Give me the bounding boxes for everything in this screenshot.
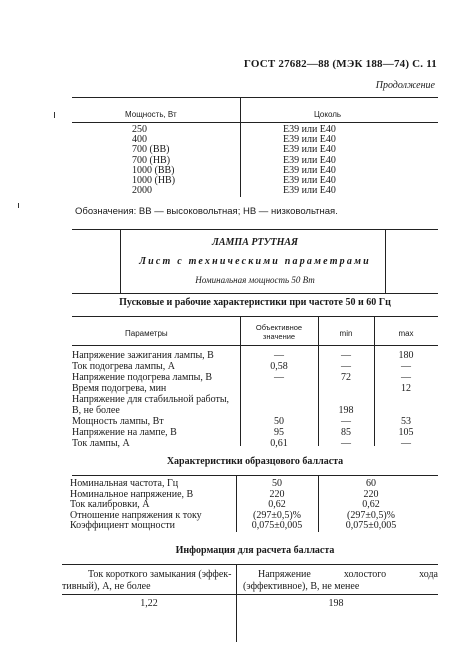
table2-param-cell: Напряжение зажигания лампы, В [72,350,214,361]
table4-heading: Информация для расчета балласта [175,545,335,556]
table2-col-objective-l1: Объективное [255,323,303,332]
box-title: ЛАМПА РТУТНАЯ [212,237,298,248]
table2-param-cell: Мощность лампы, Вт [72,416,164,427]
table2-max-cell: — [401,438,411,449]
table3-param-cell: Номинальная частота, Гц [70,478,179,489]
table2-objective-cell: — [274,372,284,383]
table2-min-cell: 198 [338,405,354,416]
table3-60hz-cell: 220 [363,488,379,500]
table3-heading: Характеристики образцового балласта [166,456,344,467]
table3-60hz-cell: 0,62 [362,499,380,511]
table3-60hz-cell: 0,075±0,005 [345,520,397,532]
table2-param-cell: Напряжение подогрева лампы, В [72,372,213,383]
page-header: ГОСТ 27682—88 (МЭК 188—74) С. 11 [243,58,437,70]
table3-param-cell: Коэффициент мощности [70,520,175,532]
table2-max-cell: — [401,372,411,383]
box-subtitle: Лист с техническими параметрами [139,256,371,267]
table3-60hz-cell: (297±0,5)% [347,509,395,521]
table1-col-power: Мощность, Вт [125,110,177,119]
table2-header-rule [72,345,438,346]
table2-param-cell: Напряжение для стабильной работы, [72,394,230,405]
table2-col-objective [240,323,318,341]
table2-min-cell: 85 [341,427,351,438]
table3-50hz-cell: 0,075±0,005 [251,520,303,532]
table2-top-rule [72,316,438,317]
table2-max-cell: — [401,361,411,372]
table2-objective-cell: — [274,350,284,361]
table2-objective-cell: 50 [274,416,284,427]
margin-mark [18,203,19,208]
table4-top-rule [62,564,438,565]
table4-left-label-l2: тивный), А, не более [62,581,151,592]
table1-col-base: Цоколь [314,110,342,119]
table2-param-cell: Время подогрева, мин [72,383,167,394]
table2-param-cell: Ток лампы, А [72,438,130,449]
table4-left-value: 1,22 [140,598,158,609]
table1-divider [240,97,241,197]
table3-param-cell: Отношение напряжения к току [70,509,202,521]
table1-power-cell: 700 (НВ) [132,154,171,166]
table1-top-rule [72,97,438,98]
table3-60hz-cell: 60 [366,478,376,489]
table2-max-cell: 53 [401,416,411,427]
table1-base-cell: E39 или E40 [283,164,336,176]
table1-power-cell: 250 [132,124,147,135]
box-nominal-power: Номинальная мощность 50 Вт [195,275,315,285]
table3-50hz-cell: 0,62 [268,499,286,511]
table1-base-cell: E39 или E40 [283,185,336,197]
table2-objective-cell: 0,58 [270,361,288,372]
table2-min-cell: — [341,416,351,427]
table1-header-rule [72,122,438,123]
table1-base-cell: E39 или E40 [283,175,336,186]
table4-right-value: 198 [328,598,344,609]
table4-left-label-l1: Ток короткого замыкания (эффек- [88,569,232,580]
table2-param-cell: В, не более [72,405,120,416]
table2-col-max: max [398,329,414,338]
table1-base-cell: E39 или E40 [283,124,336,135]
table2-min-cell: — [341,350,351,361]
table3-50hz-cell: (297±0,5)% [253,509,301,521]
datasheet-box [72,229,438,294]
margin-mark [54,112,55,118]
table4-mid-rule [62,594,438,595]
table2-max-cell: 180 [398,350,414,361]
table4-right-label-l2: (эффективное), В, не менее [243,581,360,592]
table2-param-cell: Ток подогрева лампы, А [72,361,175,372]
continued-label: Продолжение [375,80,435,91]
table3-top-rule [72,475,438,476]
table2-min-cell: — [341,438,351,449]
table3-param-cell: Ток калибровки, А [70,499,150,511]
table1-power-cell: 400 [132,134,147,146]
table1-power-cell: 1000 (НВ) [132,175,176,186]
table2-max-cell: 105 [398,427,414,438]
table2-min-cell: 72 [341,372,351,383]
table2-col-params: Параметры [125,329,168,338]
designations-note: Обозначения: ВВ — высоковольтная; НВ — низковольтная. [75,206,338,217]
table2-col-min: min [339,329,353,338]
table3-50hz-cell: 220 [269,488,285,500]
table2-param-cell: Напряжение на лампе, В [72,427,177,438]
table1-power-cell: 2000 [132,185,152,197]
table1-base-cell: E39 или E40 [283,134,336,146]
table1-base-cell: E39 или E40 [283,154,336,166]
table2-heading: Пусковые и рабочие характеристики при частоте 50 и 60 Гц [119,297,391,308]
table2-col-objective-l2: значение [262,332,296,341]
table2-objective-cell: 95 [274,427,284,438]
table2-objective-cell: 0,61 [270,438,288,449]
table1-power-cell: 1000 (ВВ) [132,164,175,176]
table2-max-cell: 12 [401,383,411,394]
table4-right-label-l1: Напряжение холостого хода [258,569,438,580]
table3-50hz-cell: 50 [272,478,282,489]
table1-base-cell: E39 или E40 [283,144,336,156]
table3-param-cell: Номинальное напряжение, В [70,488,194,500]
table1-power-cell: 700 (ВВ) [132,144,170,156]
table2-min-cell: — [341,361,351,372]
